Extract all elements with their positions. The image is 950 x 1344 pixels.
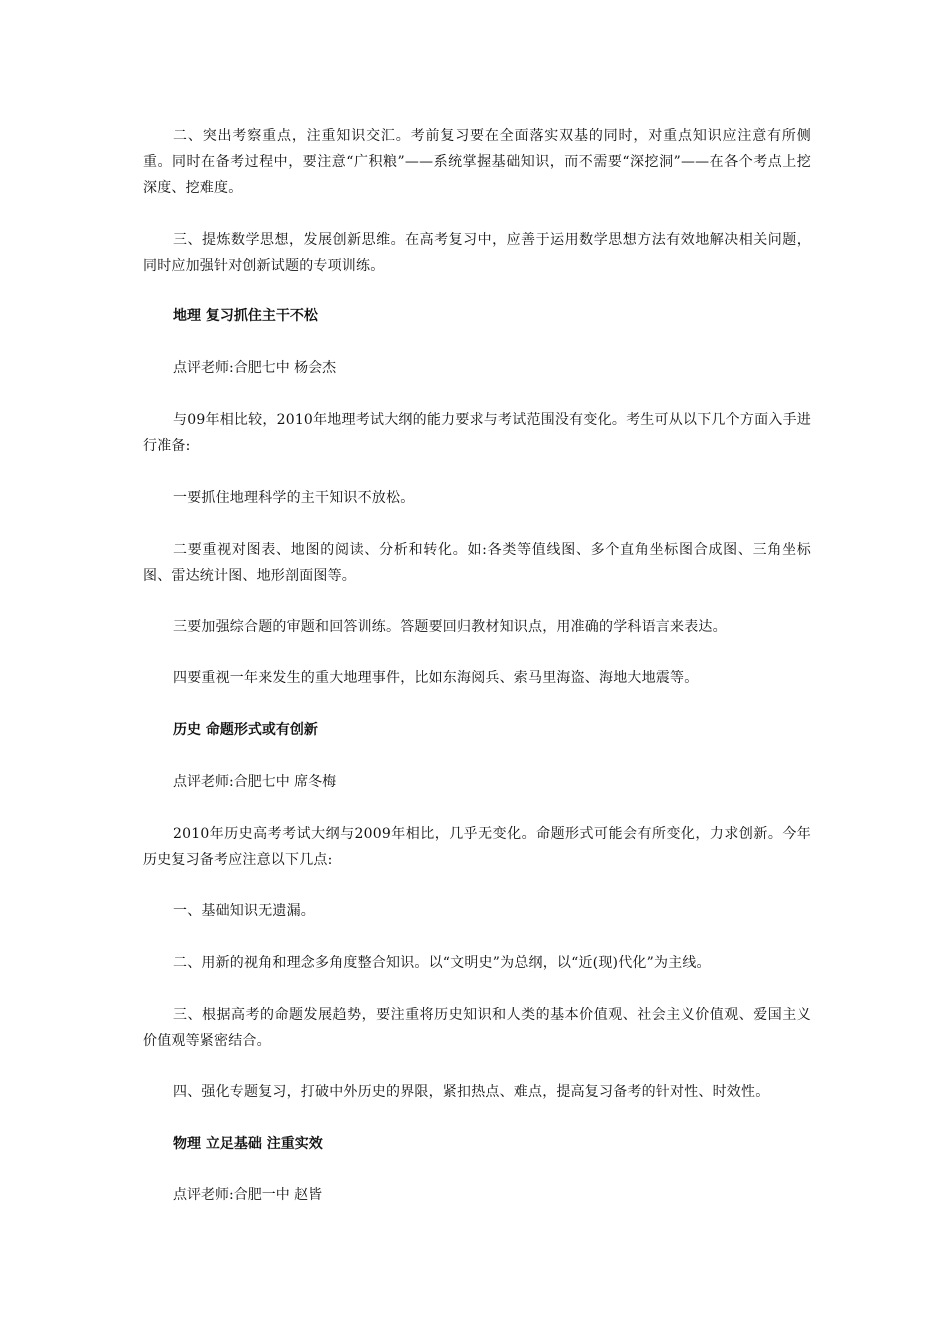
geography-intro: 与09年相比较，2010年地理考试大纲的能力要求与考试范围没有变化。考生可从以下几个方面入手进行准备:: [143, 412, 811, 454]
history-intro: 2010年历史高考考试大纲与2009年相比，几乎无变化。命题形式可能会有所变化，力求创新。今年历史复习备考应注意以下几点:: [143, 826, 811, 868]
history-paragraph-1: 一、基础知识无遗漏。: [173, 903, 315, 919]
history-teacher: 点评老师:合肥七中 席冬梅: [173, 774, 337, 790]
geography-paragraph-1: 一要抓住地理科学的主干知识不放松。: [173, 490, 415, 506]
physics-teacher: 点评老师:合肥一中 赵皆: [173, 1187, 323, 1203]
math-paragraph-2: 二、突出考察重点，注重知识交汇。考前复习要在全面落实双基的同时，对重点知识应注意有所侧重。同时在备考过程中，要注意“广积粮”——系统掌握基础知识，而不需要“深挖洞”——在各个考点上挖深度、挖难度。: [143, 128, 811, 196]
history-paragraph-2: 二、用新的视角和理念多角度整合知识。以“文明史”为总纲，以“近(现)代化”为主线。: [173, 955, 711, 971]
history-heading: 历史 命题形式或有创新: [173, 722, 318, 738]
geography-teacher: 点评老师:合肥七中 杨会杰: [173, 360, 337, 376]
physics-heading: 物理 立足基础 注重实效: [173, 1136, 323, 1152]
geography-paragraph-3: 三要加强综合题的审题和回答训练。答题要回归教材知识点，用准确的学科语言来表达。: [173, 619, 727, 635]
geography-paragraph-4: 四要重视一年来发生的重大地理事件，比如东海阅兵、索马里海盗、海地大地震等。: [173, 670, 699, 686]
history-paragraph-3: 三、根据高考的命题发展趋势，要注重将历史知识和人类的基本价值观、社会主义价值观、爱国主义价值观等紧密结合。: [143, 1007, 811, 1049]
math-paragraph-3: 三、提炼数学思想，发展创新思维。在高考复习中，应善于运用数学思想方法有效地解决相关问题，同时应加强针对创新试题的专项训练。: [143, 232, 811, 274]
geography-heading: 地理 复习抓住主干不松: [173, 308, 318, 324]
history-paragraph-4: 四、强化专题复习，打破中外历史的界限，紧扣热点、难点，提高复习备考的针对性、时效性。: [173, 1084, 770, 1100]
geography-paragraph-2: 二要重视对图表、地图的阅读、分析和转化。如:各类等值线图、多个直角坐标图合成图、三角坐标图、雷达统计图、地形剖面图等。: [143, 542, 811, 584]
